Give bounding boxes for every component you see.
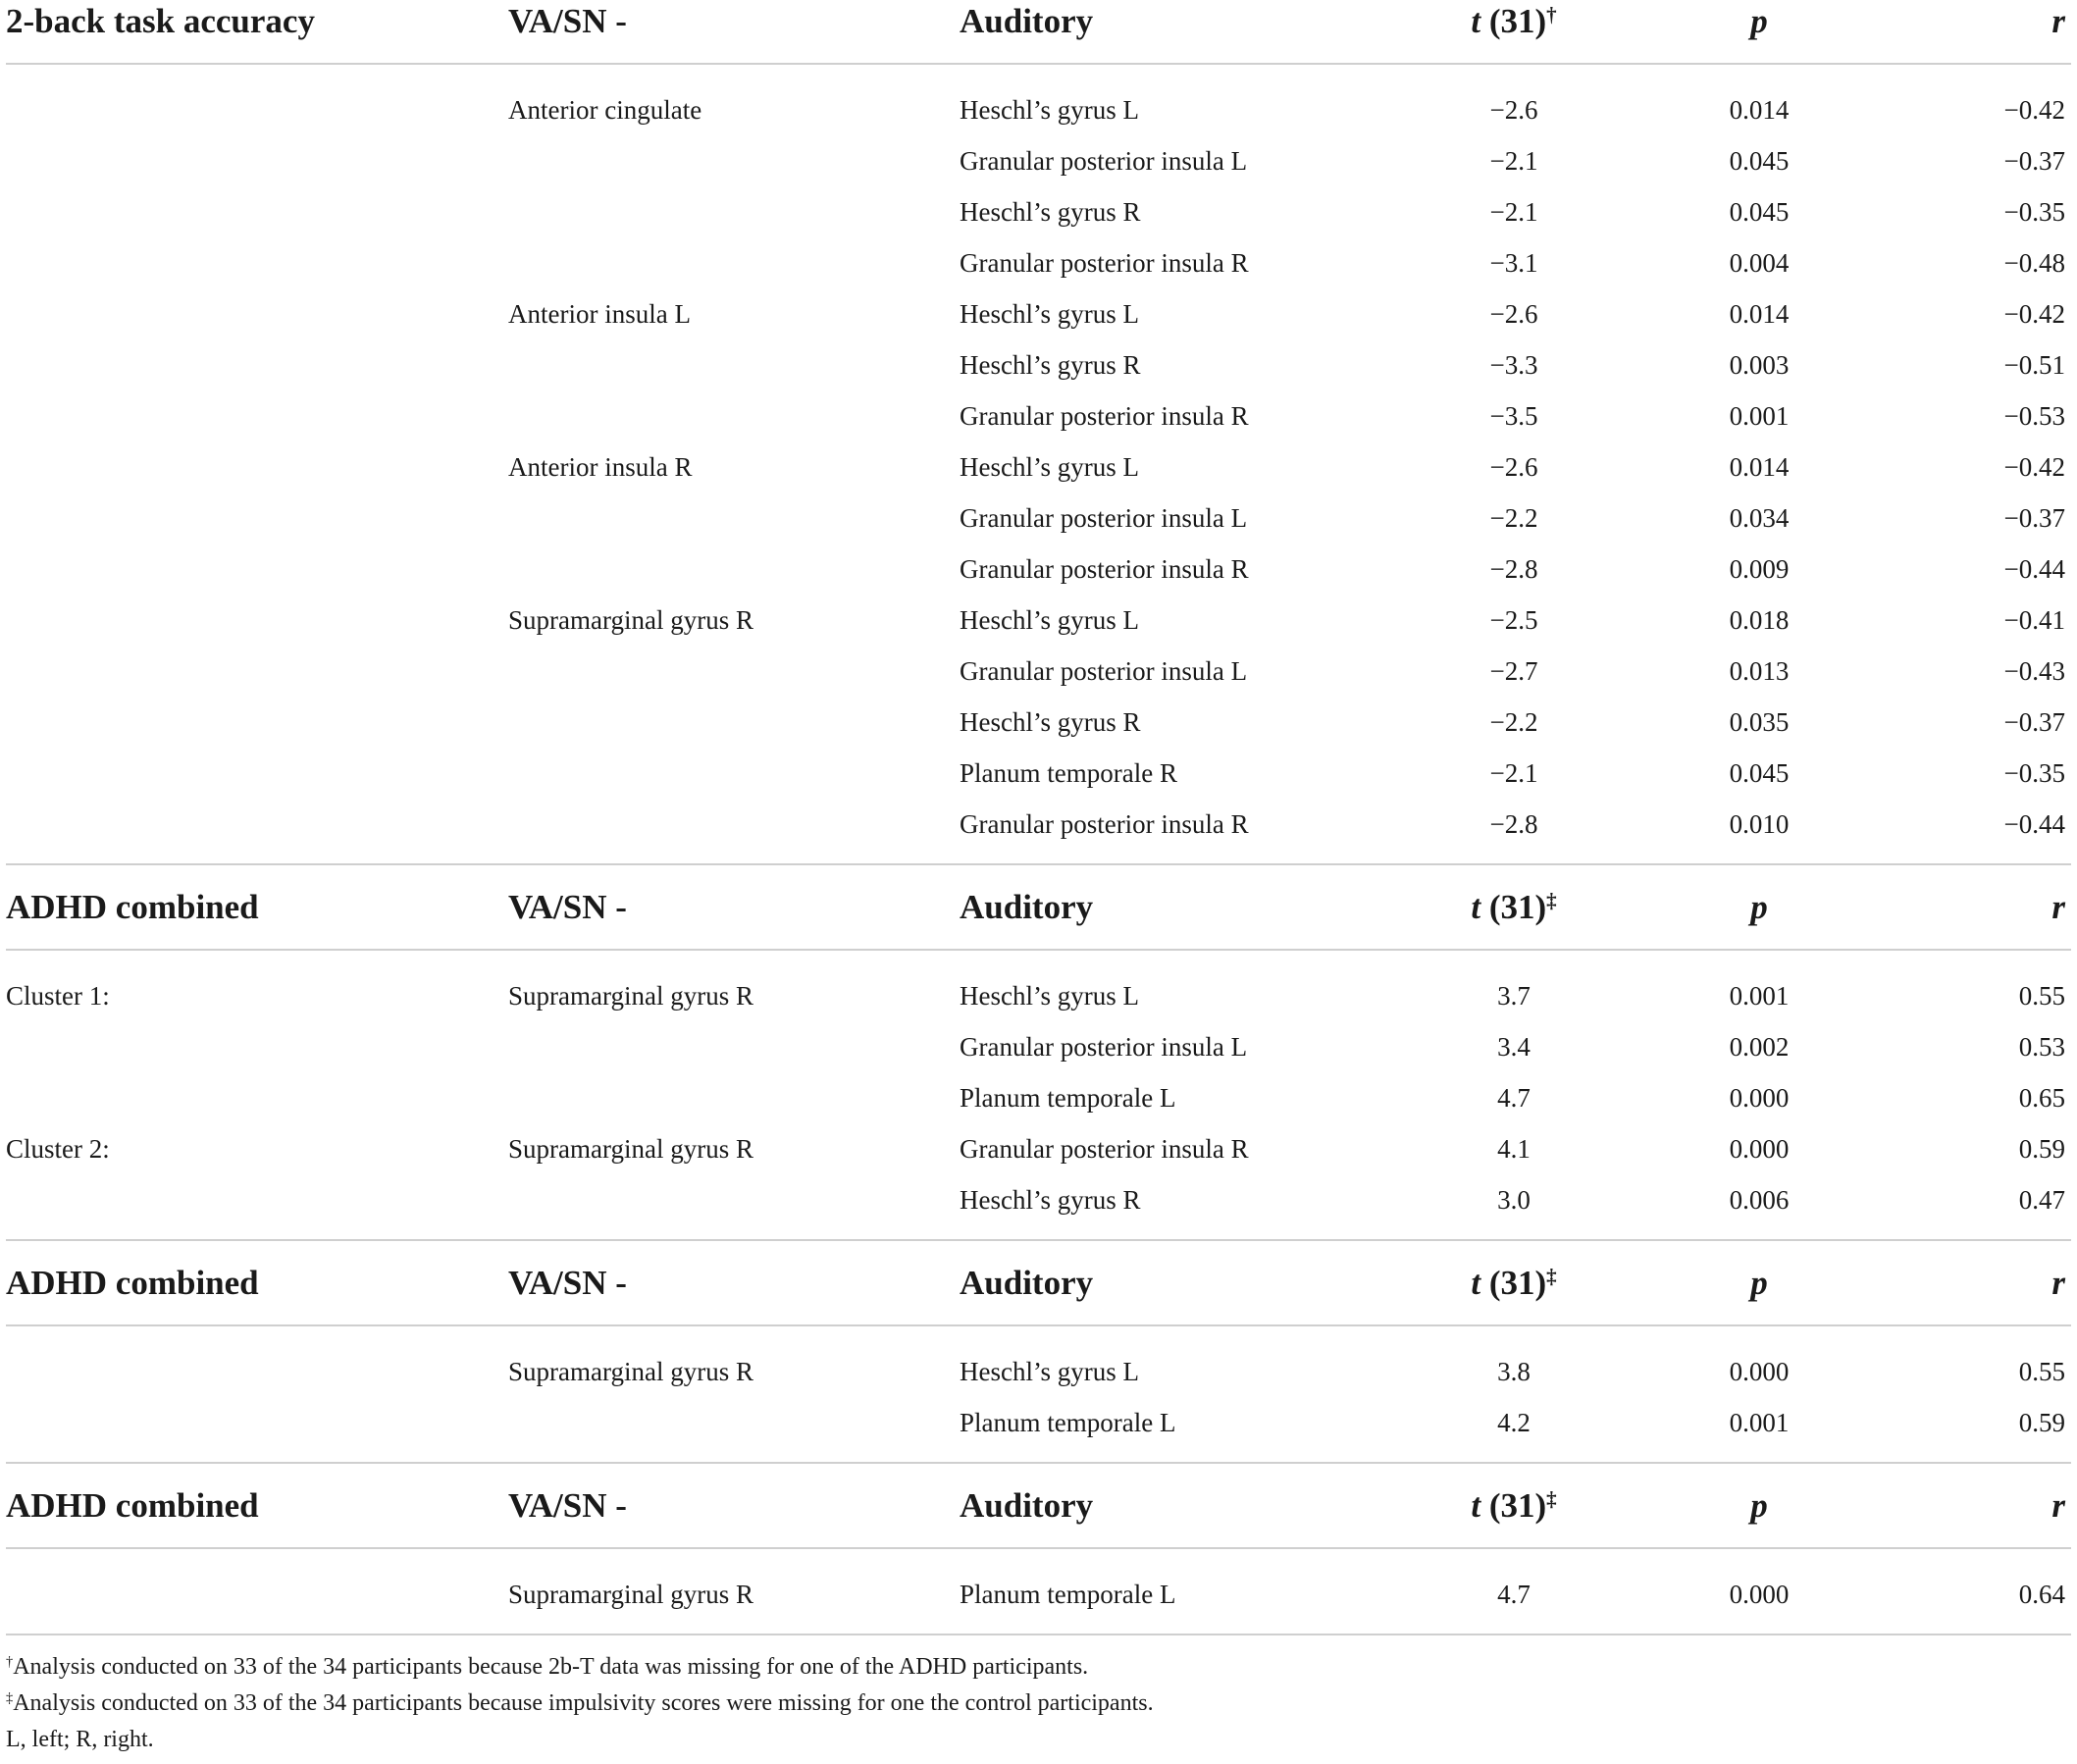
cell-va-sn-region — [508, 646, 960, 697]
column-header-r: r — [1892, 1463, 2071, 1548]
t-degrees-of-freedom: (31) — [1488, 1263, 1547, 1302]
table-row — [6, 748, 2071, 799]
cell-va-sn-region: Anterior insula R — [508, 451, 693, 482]
cell-r-value: 0.64 — [2018, 1579, 2065, 1609]
cell-va-sn-region — [508, 1021, 960, 1072]
section-header-row — [6, 0, 2071, 64]
table-row — [6, 186, 2071, 237]
cell-va-sn-region: Supramarginal gyrus R — [508, 980, 753, 1011]
cell-auditory-region: Planum temporale L — [960, 1082, 1176, 1113]
table-row — [6, 339, 2071, 390]
cell-t-value: −3.1 — [1489, 247, 1538, 278]
cell-t-value: −2.8 — [1489, 553, 1538, 584]
cell-r-value: 0.47 — [2018, 1184, 2065, 1215]
cell-p-value: 0.035 — [1729, 706, 1790, 737]
cell-group — [6, 1072, 508, 1123]
cell-group: Cluster 1: — [6, 980, 110, 1011]
cell-va-sn-region: Supramarginal gyrus R — [508, 604, 753, 635]
t-footnote-mark: ‡ — [1546, 1263, 1557, 1287]
table-row — [6, 799, 2071, 864]
cell-group — [6, 1397, 508, 1463]
cell-va-sn-region — [508, 186, 960, 237]
cell-group — [6, 697, 508, 748]
cell-auditory-region: Granular posterior insula L — [960, 655, 1248, 686]
table-row — [6, 646, 2071, 697]
cell-r-value: −0.43 — [2003, 655, 2065, 686]
cell-p-value: 0.013 — [1729, 655, 1790, 686]
cell-r-value: −0.42 — [2003, 451, 2065, 482]
cell-r-value: −0.35 — [2003, 757, 2065, 788]
t-symbol: t — [1471, 1263, 1481, 1302]
cell-group — [6, 1548, 508, 1634]
column-header-r: r — [1892, 0, 2071, 64]
footnote-text: Analysis conducted on 33 of the 34 participants because impulsivity scores were missing for one the control participants. — [13, 1690, 1154, 1716]
cell-r-value: −0.37 — [2003, 145, 2065, 176]
cell-t-value: −3.5 — [1489, 400, 1538, 431]
cell-r-value: −0.42 — [2003, 298, 2065, 329]
cell-group — [6, 135, 508, 186]
t-degrees-of-freedom: (31) — [1488, 1485, 1547, 1525]
cell-p-value: 0.001 — [1729, 400, 1790, 431]
cell-r-value: −0.37 — [2003, 502, 2065, 533]
table-row — [6, 1021, 2071, 1072]
cell-p-value: 0.018 — [1729, 604, 1790, 635]
cell-group — [6, 1174, 508, 1240]
cell-auditory-region: Heschl’s gyrus R — [960, 196, 1141, 227]
table-row — [6, 64, 2071, 135]
table-row — [6, 135, 2071, 186]
t-degrees-of-freedom: (31) — [1488, 887, 1547, 926]
cell-r-value: 0.65 — [2018, 1082, 2065, 1113]
cell-group — [6, 441, 508, 493]
cell-r-value: 0.53 — [2018, 1031, 2065, 1062]
cell-p-value: 0.001 — [1729, 1407, 1790, 1437]
table-row — [6, 237, 2071, 288]
cell-t-value: 4.7 — [1497, 1579, 1531, 1609]
cell-t-value: 3.0 — [1497, 1184, 1531, 1215]
cell-group — [6, 64, 508, 135]
results-table-document — [6, 0, 2071, 1758]
cell-p-value: 0.014 — [1729, 298, 1790, 329]
column-header-group: ADHD combined — [6, 864, 508, 950]
cell-p-value: 0.004 — [1729, 247, 1790, 278]
cell-auditory-region: Granular posterior insula R — [960, 553, 1249, 584]
cell-p-value: 0.045 — [1729, 145, 1790, 176]
table-row — [6, 390, 2071, 441]
cell-va-sn-region — [508, 390, 960, 441]
cell-auditory-region: Heschl’s gyrus L — [960, 298, 1139, 329]
cell-group — [6, 288, 508, 339]
table-row — [6, 1123, 2071, 1174]
cell-r-value: −0.51 — [2003, 349, 2065, 380]
cell-group — [6, 186, 508, 237]
cell-p-value: 0.045 — [1729, 757, 1790, 788]
cell-t-value: −2.6 — [1489, 94, 1538, 125]
cell-t-value: −2.5 — [1489, 604, 1538, 635]
table-row — [6, 288, 2071, 339]
cell-auditory-region: Heschl’s gyrus L — [960, 604, 1139, 635]
cell-p-value: 0.000 — [1729, 1133, 1790, 1164]
table-row — [6, 1397, 2071, 1463]
cell-p-value: 0.001 — [1729, 980, 1790, 1011]
cell-r-value: −0.53 — [2003, 400, 2065, 431]
footnote-mark: ‡ — [6, 1690, 14, 1707]
cell-r-value: 0.59 — [2018, 1133, 2065, 1164]
footnote — [6, 1649, 2071, 1686]
column-header-auditory: Auditory — [960, 1240, 1401, 1325]
cell-auditory-region: Granular posterior insula R — [960, 400, 1249, 431]
cell-group — [6, 390, 508, 441]
column-header-t — [1401, 0, 1627, 64]
cell-auditory-region: Heschl’s gyrus L — [960, 451, 1139, 482]
cell-auditory-region: Heschl’s gyrus R — [960, 349, 1141, 380]
column-header-r: r — [1892, 864, 2071, 950]
cell-va-sn-region: Supramarginal gyrus R — [508, 1356, 753, 1386]
results-table — [6, 0, 2071, 1634]
column-header-group: 2-back task accuracy — [6, 0, 508, 64]
table-row — [6, 493, 2071, 544]
cell-va-sn-region — [508, 799, 960, 864]
cell-va-sn-region — [508, 493, 960, 544]
table-row — [6, 595, 2071, 646]
column-header-va-sn: VA/SN - — [508, 1240, 960, 1325]
cell-va-sn-region: Anterior insula L — [508, 298, 691, 329]
column-header-va-sn: VA/SN - — [508, 864, 960, 950]
cell-p-value: 0.006 — [1729, 1184, 1790, 1215]
column-header-p: p — [1627, 0, 1892, 64]
cell-p-value: 0.014 — [1729, 451, 1790, 482]
cell-t-value: −2.8 — [1489, 808, 1538, 839]
cell-group — [6, 493, 508, 544]
column-header-va-sn: VA/SN - — [508, 1463, 960, 1548]
cell-t-value: 3.7 — [1497, 980, 1531, 1011]
table-row — [6, 1548, 2071, 1634]
cell-auditory-region: Granular posterior insula L — [960, 502, 1248, 533]
cell-t-value: 3.8 — [1497, 1356, 1531, 1386]
cell-va-sn-region: Anterior cingulate — [508, 94, 702, 125]
cell-va-sn-region — [508, 1072, 960, 1123]
cell-group — [6, 748, 508, 799]
cell-auditory-region: Heschl’s gyrus L — [960, 980, 1139, 1011]
section-header-row — [6, 1463, 2071, 1548]
column-header-group: ADHD combined — [6, 1463, 508, 1548]
cell-r-value: −0.37 — [2003, 706, 2065, 737]
cell-group — [6, 595, 508, 646]
cell-t-value: −2.7 — [1489, 655, 1538, 686]
table-row — [6, 544, 2071, 595]
cell-group — [6, 799, 508, 864]
cell-t-value: 4.1 — [1497, 1133, 1531, 1164]
cell-va-sn-region — [508, 748, 960, 799]
cell-t-value: 4.7 — [1497, 1082, 1531, 1113]
cell-auditory-region: Heschl’s gyrus L — [960, 94, 1139, 125]
cell-p-value: 0.003 — [1729, 349, 1790, 380]
cell-auditory-region: Planum temporale L — [960, 1579, 1176, 1609]
cell-t-value: −2.6 — [1489, 298, 1538, 329]
cell-t-value: −3.3 — [1489, 349, 1538, 380]
cell-auditory-region: Heschl’s gyrus R — [960, 706, 1141, 737]
cell-va-sn-region — [508, 135, 960, 186]
cell-va-sn-region — [508, 339, 960, 390]
column-header-auditory: Auditory — [960, 864, 1401, 950]
column-header-group: ADHD combined — [6, 1240, 508, 1325]
column-header-p: p — [1627, 1240, 1892, 1325]
t-footnote-mark: ‡ — [1546, 887, 1557, 911]
cell-r-value: −0.44 — [2003, 553, 2065, 584]
cell-auditory-region: Granular posterior insula R — [960, 247, 1249, 278]
column-header-auditory: Auditory — [960, 1463, 1401, 1548]
cell-p-value: 0.010 — [1729, 808, 1790, 839]
column-header-auditory: Auditory — [960, 0, 1401, 64]
column-header-t — [1401, 1240, 1627, 1325]
table-row — [6, 950, 2071, 1021]
cell-auditory-region: Granular posterior insula L — [960, 1031, 1248, 1062]
cell-group — [6, 339, 508, 390]
cell-p-value: 0.000 — [1729, 1356, 1790, 1386]
cell-auditory-region: Granular posterior insula L — [960, 145, 1248, 176]
cell-va-sn-region — [508, 1174, 960, 1240]
cell-p-value: 0.002 — [1729, 1031, 1790, 1062]
cell-group — [6, 1021, 508, 1072]
t-footnote-mark: ‡ — [1546, 1485, 1557, 1510]
section-header-row — [6, 1240, 2071, 1325]
footnote-mark: † — [6, 1654, 14, 1671]
column-header-p: p — [1627, 864, 1892, 950]
t-footnote-mark: † — [1546, 2, 1557, 26]
section-header-row — [6, 864, 2071, 950]
cell-r-value: 0.55 — [2018, 1356, 2065, 1386]
table-row — [6, 1072, 2071, 1123]
t-degrees-of-freedom: (31) — [1488, 2, 1547, 40]
cell-group — [6, 1325, 508, 1397]
cell-r-value: 0.59 — [2018, 1407, 2065, 1437]
cell-va-sn-region: Supramarginal gyrus R — [508, 1579, 753, 1609]
cell-p-value: 0.014 — [1729, 94, 1790, 125]
cell-p-value: 0.009 — [1729, 553, 1790, 584]
cell-auditory-region: Heschl’s gyrus L — [960, 1356, 1139, 1386]
cell-va-sn-region — [508, 544, 960, 595]
cell-p-value: 0.034 — [1729, 502, 1790, 533]
footnote-text: Analysis conducted on 33 of the 34 participants because 2b-T data was missing for one of the ADHD participants. — [13, 1654, 1089, 1680]
cell-t-value: 4.2 — [1497, 1407, 1531, 1437]
cell-r-value: −0.48 — [2003, 247, 2065, 278]
cell-r-value: −0.44 — [2003, 808, 2065, 839]
column-header-t — [1401, 1463, 1627, 1548]
footnote-text: L, left; R, right. — [6, 1727, 154, 1752]
cell-va-sn-region — [508, 1397, 960, 1463]
cell-r-value: −0.41 — [2003, 604, 2065, 635]
table-row — [6, 441, 2071, 493]
table-footnotes — [6, 1634, 2071, 1758]
cell-auditory-region: Heschl’s gyrus R — [960, 1184, 1141, 1215]
cell-va-sn-region — [508, 237, 960, 288]
cell-p-value: 0.000 — [1729, 1579, 1790, 1609]
table-row — [6, 697, 2071, 748]
cell-r-value: 0.55 — [2018, 980, 2065, 1011]
cell-p-value: 0.045 — [1729, 196, 1790, 227]
cell-t-value: −2.1 — [1489, 145, 1538, 176]
footnote — [6, 1722, 2071, 1758]
column-header-t — [1401, 864, 1627, 950]
column-header-r: r — [1892, 1240, 2071, 1325]
cell-t-value: 3.4 — [1497, 1031, 1531, 1062]
cell-va-sn-region: Supramarginal gyrus R — [508, 1133, 753, 1164]
cell-t-value: −2.1 — [1489, 757, 1538, 788]
cell-p-value: 0.000 — [1729, 1082, 1790, 1113]
table-row — [6, 1174, 2071, 1240]
cell-auditory-region: Planum temporale L — [960, 1407, 1176, 1437]
cell-t-value: −2.2 — [1489, 502, 1538, 533]
table-row — [6, 1325, 2071, 1397]
t-symbol: t — [1471, 887, 1481, 926]
cell-group: Cluster 2: — [6, 1133, 110, 1164]
footnote — [6, 1686, 2071, 1722]
column-header-p: p — [1627, 1463, 1892, 1548]
t-symbol: t — [1471, 1485, 1481, 1525]
cell-group — [6, 544, 508, 595]
t-symbol: t — [1471, 2, 1481, 40]
cell-va-sn-region — [508, 697, 960, 748]
cell-auditory-region: Granular posterior insula R — [960, 1133, 1249, 1164]
cell-auditory-region: Granular posterior insula R — [960, 808, 1249, 839]
cell-t-value: −2.1 — [1489, 196, 1538, 227]
cell-r-value: −0.35 — [2003, 196, 2065, 227]
cell-t-value: −2.6 — [1489, 451, 1538, 482]
cell-group — [6, 646, 508, 697]
cell-r-value: −0.42 — [2003, 94, 2065, 125]
cell-group — [6, 237, 508, 288]
column-header-va-sn: VA/SN - — [508, 0, 960, 64]
cell-t-value: −2.2 — [1489, 706, 1538, 737]
cell-auditory-region: Planum temporale R — [960, 757, 1177, 788]
